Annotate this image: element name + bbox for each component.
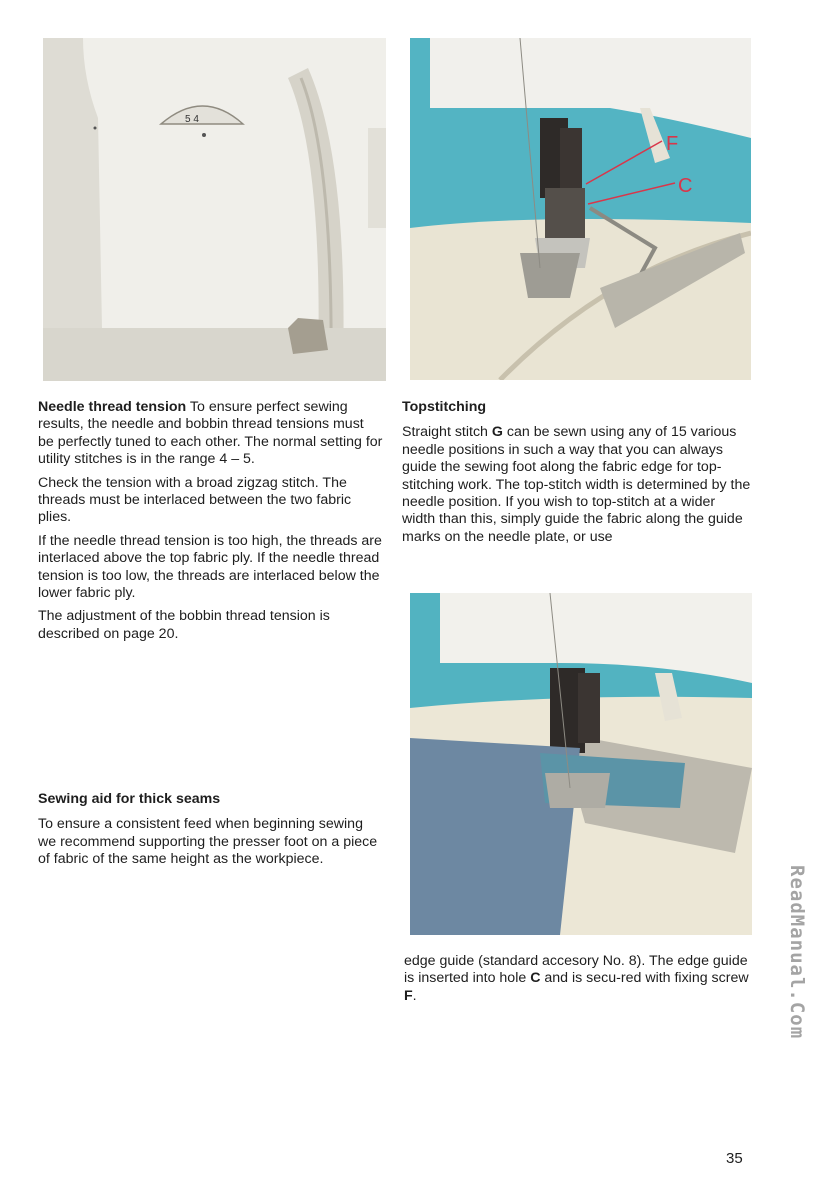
page-number: 35 [726, 1150, 743, 1167]
topstitching-continued [404, 953, 754, 1011]
tension-high-low-paragraph: If the needle thread tension is too high, the threads are interlaced above the top fabric ply. If the needle thread tension is too low, the threads are interlaced below the lower fabric ply. [38, 532, 382, 602]
edge-guide-photo [410, 38, 751, 380]
thick-seams-paragraph: To ensure a consistent feed when beginning sewing we recommend supporting the presser foot on a piece of fabric of the same height as the workpiece. [38, 816, 378, 868]
topstitching-paragraph: Straight stitch G can be sewn using any of 15 various needle positions in such a way that you can always guide the sewing foot along the fabric edge for top-stitching work. The top-stitch width is determined by the needle position. If you wish to top-stitch at a wider width than this, simply guide the fabric along the guide marks on the needle plate, or use [402, 424, 751, 545]
watermark: ReadManual.Com [786, 865, 808, 1040]
edge-guide-paragraph: edge guide (standard accesory No. 8). The edge guide is inserted into hole C and is secu-red with fixing screw F. [404, 953, 749, 1004]
thick-seams-heading: Sewing aid for thick seams [38, 791, 221, 807]
thick-seam-illustration [410, 593, 752, 935]
tension-bobbin-paragraph: The adjustment of the bobbin thread tension is described on page 20. [38, 608, 330, 642]
stitch-g-label: G [491, 424, 503, 441]
topstitching-section [402, 399, 752, 552]
thick-seams-section [38, 791, 383, 875]
tension-dial-illustration [43, 38, 386, 381]
needle-thread-tension-heading: Needle thread tension [38, 399, 187, 415]
label-c: C [678, 175, 693, 197]
tension-dial-photo [43, 38, 386, 381]
tension-intro-paragraph [38, 399, 383, 469]
needle-thread-tension-section [38, 399, 383, 649]
tension-intro-text: To ensure perfect sewing results, the needle and bobbin thread tensions must be perfectly tuned to each other. The normal setting for utility stitches is in the range 4 – 5. [38, 399, 383, 468]
edge-guide-illustration [410, 38, 751, 380]
tension-dial-label: 5 4 [185, 114, 199, 125]
screw-f-label: F [404, 987, 413, 1004]
topstitching-heading: Topstitching [402, 399, 487, 415]
thick-seam-photo [410, 593, 752, 935]
tension-check-paragraph: Check the tension with a broad zigzag stitch. The threads must be interlaced between the two fabric plies. [38, 474, 352, 526]
hole-c-label: C [530, 970, 541, 987]
label-f: F [666, 133, 679, 155]
